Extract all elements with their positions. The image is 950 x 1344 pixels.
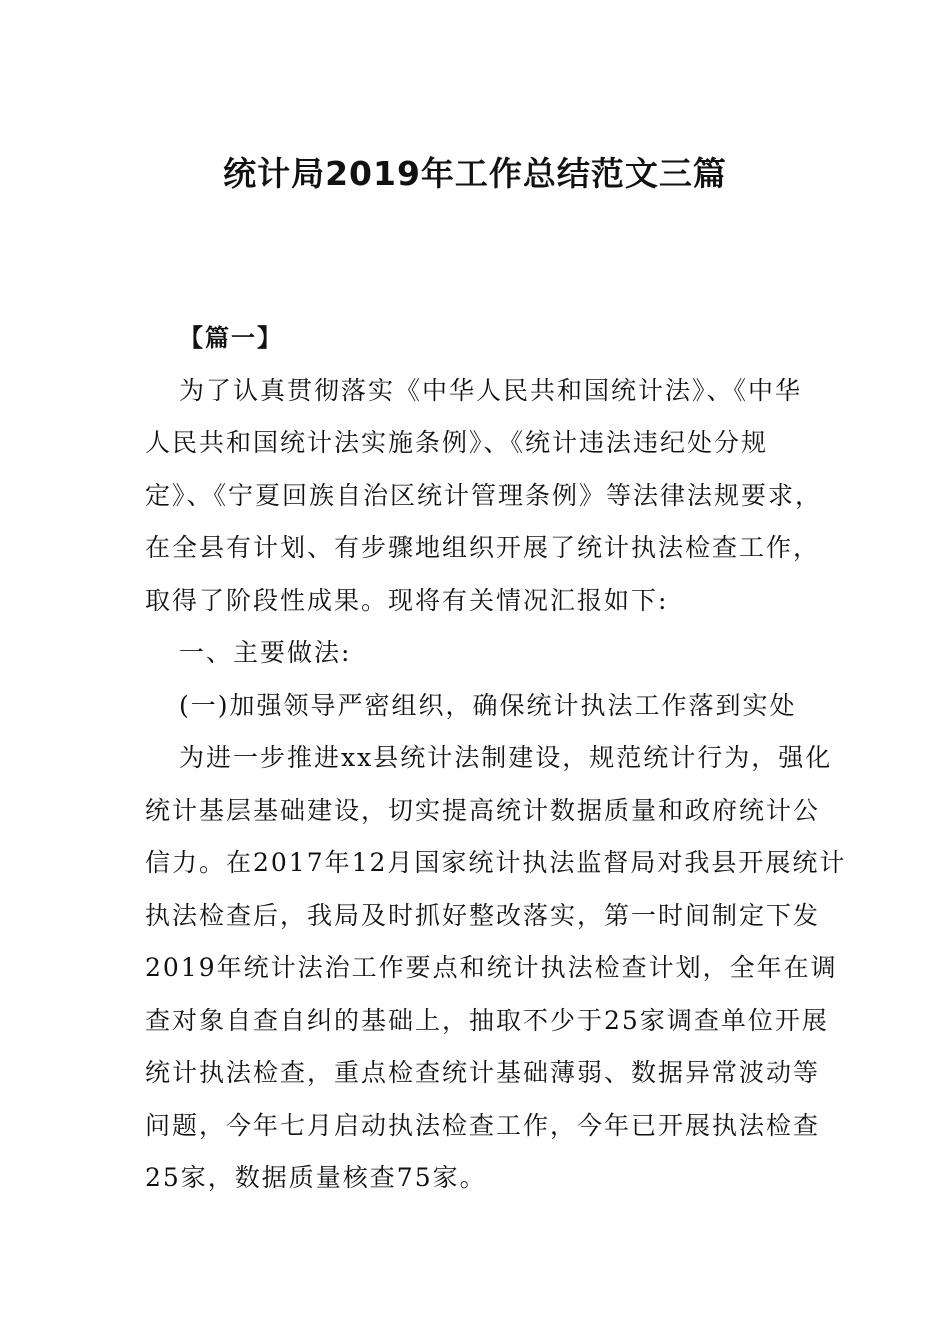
paragraph-line: 执法检查后，我局及时抓好整改落实，第一时间制定下发 <box>145 900 821 930</box>
paragraph-line: 人民共和国统计法实施条例》、《统计违法违纪处分规 <box>145 428 769 457</box>
paragraph-line: 问题，今年七月启动执法检查工作，今年已开展执法检查 <box>145 1110 821 1140</box>
document-title: 统计局2019年工作总结范文三篇 <box>223 154 727 193</box>
paragraph-line: 取得了阶段性成果。现将有关情况汇报如下: <box>145 585 669 615</box>
paragraph-line: 定》、《宁夏回族自治区统计管理条例》等法律法规要求， <box>145 480 823 510</box>
paragraph-line: 统计基层基础建设，切实提高统计数据质量和政府统计公 <box>145 795 821 825</box>
heading-main-practices: 一、主要做法: <box>179 638 352 667</box>
paragraph-line: 25家，数据质量核查75家。 <box>145 1163 487 1192</box>
paragraph-line: 2019年统计法治工作要点和统计执法检查计划，全年在调 <box>145 953 838 982</box>
paragraph-line: 在全县有计划、有步骤地组织开展了统计执法检查工作， <box>145 533 821 562</box>
paragraph-line: 信力。在2017年12月国家统计执法监督局对我县开展统计 <box>145 848 847 877</box>
paragraph-line: 为了认真贯彻落实《中华人民共和国统计法》、《中华 <box>179 375 803 405</box>
section-label: 【篇一】 <box>179 323 283 352</box>
paragraph-line: 统计执法检查，重点检查统计基础薄弱、数据异常波动等 <box>145 1058 821 1087</box>
paragraph-line: 为进一步推进xx县统计法制建设，规范统计行为，强化 <box>179 743 833 772</box>
document-body <box>145 312 847 1205</box>
subheading-leadership: (一)加强领导严密组织，确保统计执法工作落到实处 <box>179 690 797 720</box>
paragraph-line: 查对象自查自纠的基础上，抽取不少于25家调查单位开展 <box>145 1005 829 1035</box>
